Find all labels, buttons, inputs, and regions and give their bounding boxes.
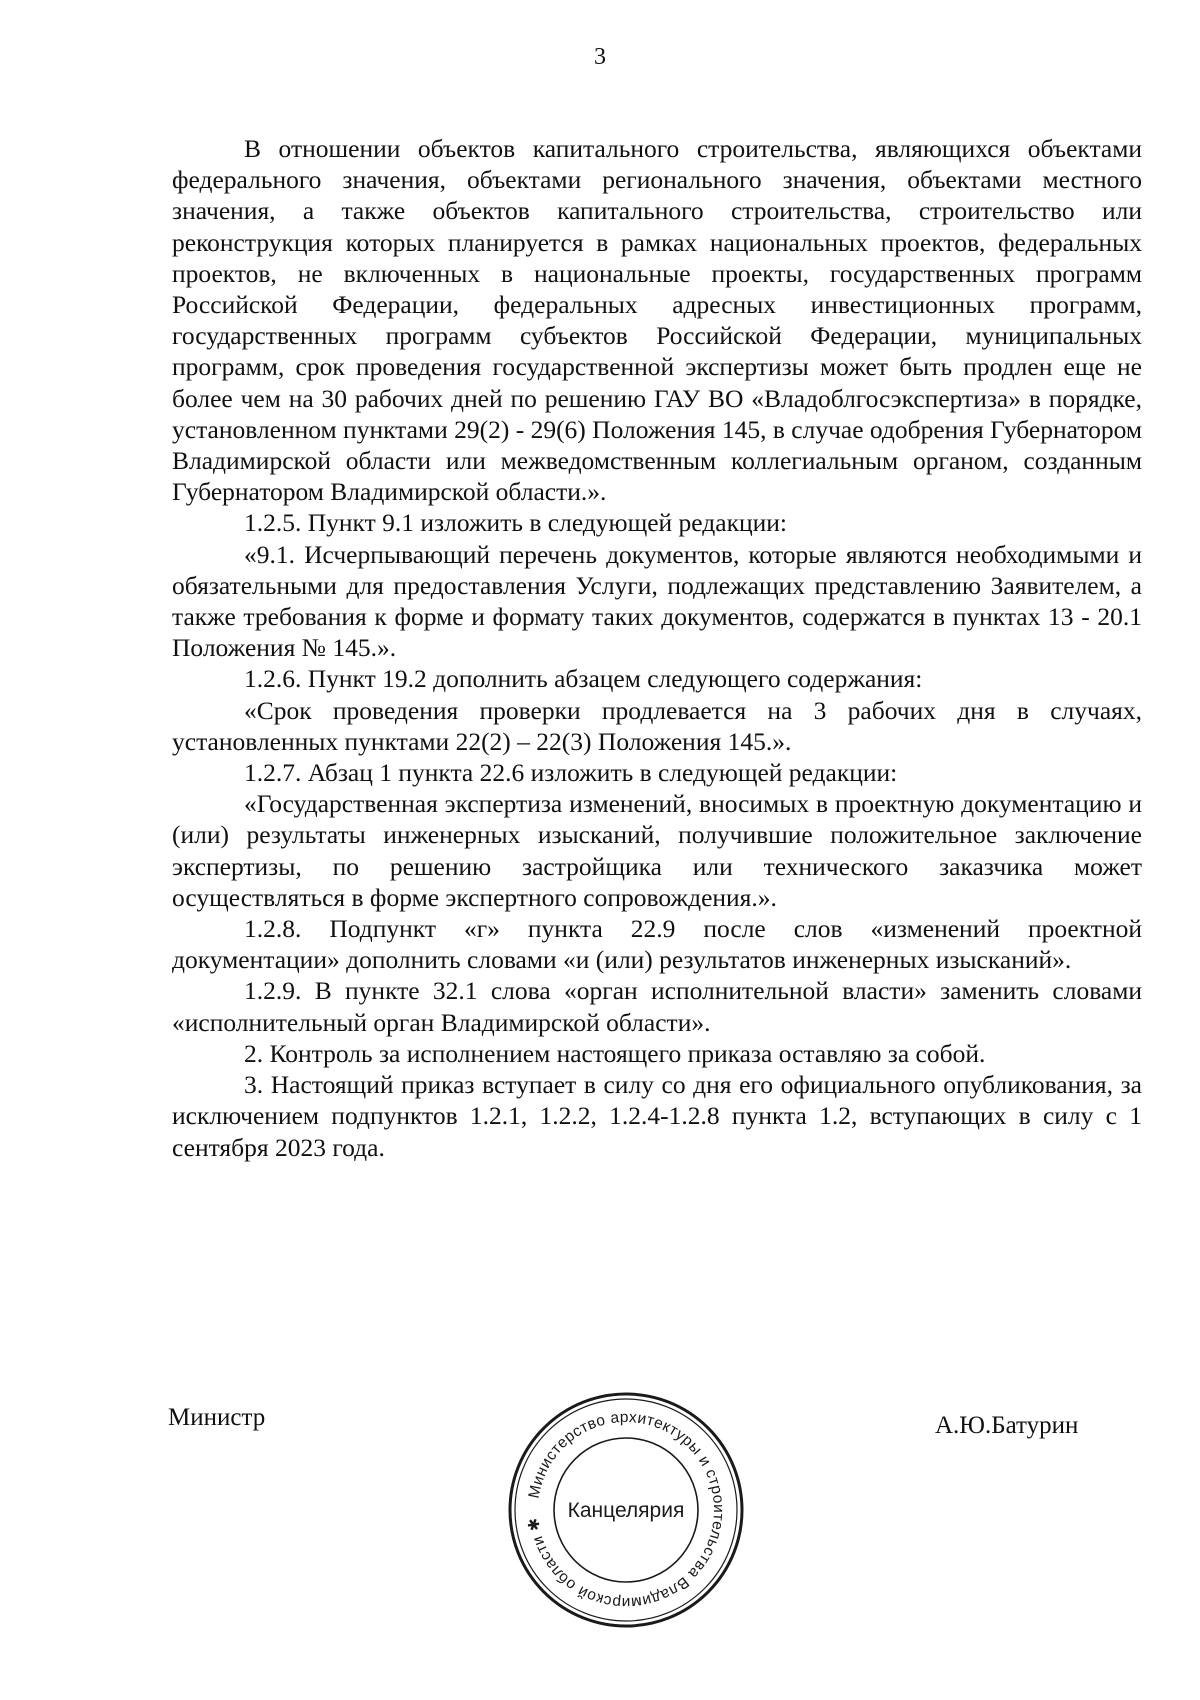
office-stamp [506, 1390, 746, 1630]
paragraph-19-2-text: «Срок проведения проверки продлевается на 3 рабочих дня в случаях, установленных пунктами 22(2) – 22(3) Положения 145.». [172, 695, 1142, 756]
paragraph-1-2-9: 1.2.9. В пункте 32.1 слова «орган исполнительной власти» заменить словами «исполнительный орган Владимирской области». [172, 976, 1142, 1037]
page-number: 3 [594, 44, 606, 70]
paragraph-1-2-6: 1.2.6. Пункт 19.2 дополнить абзацем следующего содержания: [244, 664, 923, 694]
paragraph-1-2-7: 1.2.7. Абзац 1 пункта 22.6 изложить в следующей редакции: [244, 758, 898, 788]
paragraph-1-2-8: 1.2.8. Подпункт «г» пункта 22.9 после слов «изменений проектной документации» дополнить словами «и (или) результатов инженерных изысканий». [172, 914, 1142, 975]
signatory-name: А.Ю.Батурин [935, 1412, 1079, 1439]
paragraph-2-control: 2. Контроль за исполнением настоящего приказа оставляю за собой. [244, 1038, 986, 1068]
paragraph-22-6-text: «Государственная экспертиза изменений, вносимых в проектную документацию и (или) результаты инженерных изысканий, получившие положительное заключение экспертизы, по решению застройщика или технического заказчика может осуществляться в форме экспертного сопровождения.». [172, 789, 1142, 912]
paragraph-3-effective-date: 3. Настоящий приказ вступает в силу со дня его официального опубликования, за исключением подпунктов 1.2.1, 1.2.2, 1.2.4-1.2.8 пункта 1.2, вступающих в силу с 1 сентября 2023 года. [172, 1070, 1142, 1162]
paragraph-9-1-text: «9.1. Исчерпывающий перечень документов, которые являются необходимыми и обязательными для предоставления Услуги, подлежащих представлению Заявителем, а также требования к форме и формату таких документов, содержатся в пунктах 13 - 20.1 Положения № 145.». [172, 539, 1142, 663]
signature-block [0, 1390, 1200, 1690]
paragraph-1-2-5: 1.2.5. Пункт 9.1 изложить в следующей редакции: [244, 508, 787, 538]
stamp-center-text: Канцелярия [567, 1499, 685, 1522]
paragraph-objects-expertise-extension: В отношении объектов капитального строительства, являющихся объектами федерального значения, объектами регионального значения, объектами местного значения, а также объектов капитального строительства, строительство или реконструкция которых планируется в рамках национальных проектов, федеральных проектов, не включенных в национальные проекты, государственных программ Российской Федерации, федеральных адресных инвестиционных программ, государственных программ субъектов Российской Федерации, муниципальных программ, срок проведения государственной экспертизы может быть продлен еще не более чем на 30 рабочих дней по решению ГАУ ВО «Владоблгосэкспертиза» в порядке, установленном пунктами 29(2) - 29(6) Положения 145, в случае одобрения Губернатором Владимирской области или межведомственным коллегиальным органом, созданным Губернатором Владимирской области.». [172, 134, 1142, 507]
stamp-ring-text: Министерство архитектуры и строительства Владимирской области ✱ [525, 1408, 728, 1612]
signatory-title: Министр [168, 1404, 266, 1431]
document-body [172, 133, 1142, 1163]
